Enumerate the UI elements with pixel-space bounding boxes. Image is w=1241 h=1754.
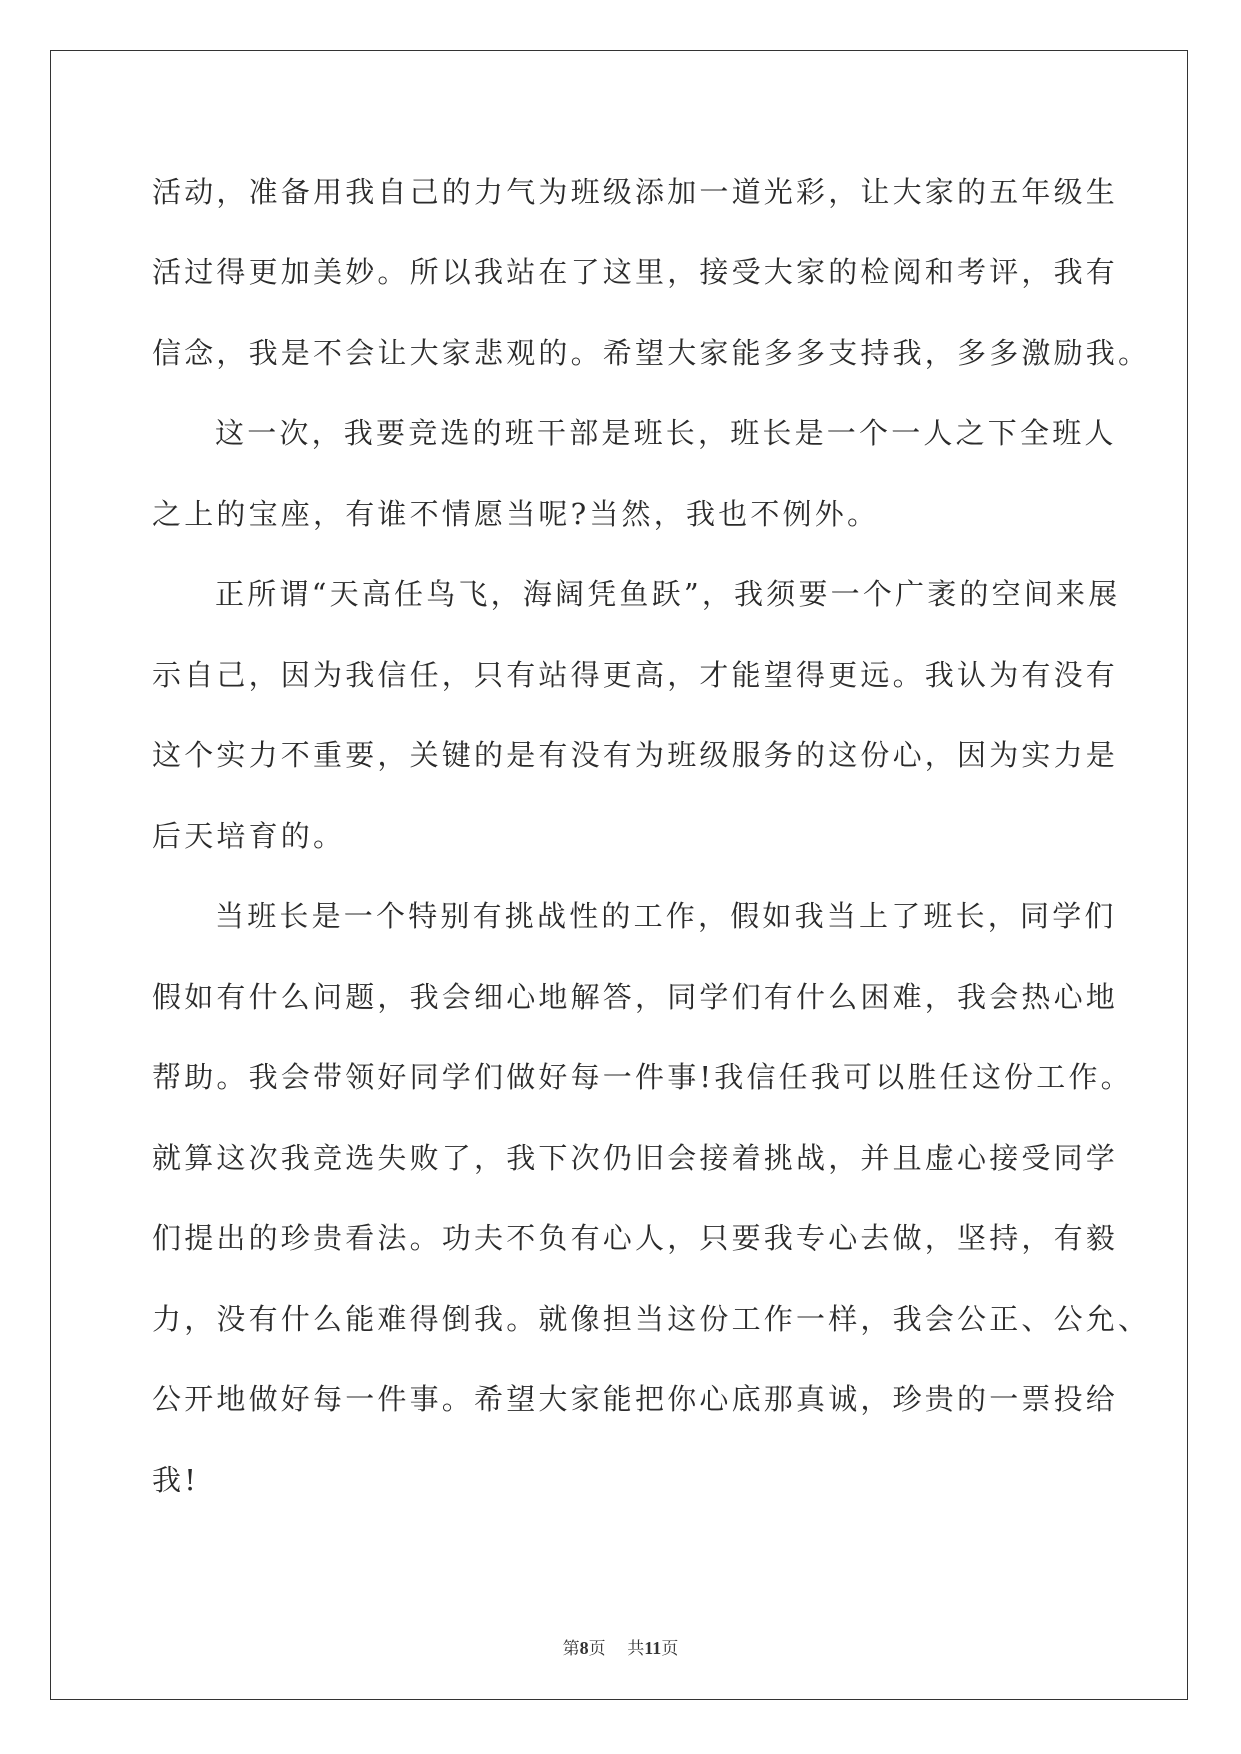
total-prefix: 共 [627,1639,645,1659]
text-line: 们提出的珍贵看法。功夫不负有心人，只要我专心去做，坚持，有毅 [152,1221,1119,1255]
total-pages: 11 [644,1638,662,1658]
text-line: 信念，我是不会让大家悲观的。希望大家能多多支持我，多多激励我。 [152,336,1151,370]
text-line: 就算这次我竞选失败了，我下次仍旧会接着挑战，并且虚心接受同学 [152,1141,1119,1175]
text-line: 帮助。我会带领好同学们做好每一件事!我信任我可以胜任这份工作。 [152,1060,1133,1094]
paragraph-start-line: 这一次，我要竞选的班干部是班长，班长是一个一人之下全班人 [215,416,1117,450]
page-footer [0,1636,1241,1661]
text-line: 示自己，因为我信任，只有站得更高，才能望得更远。我认为有没有 [152,658,1119,692]
page-suffix: 页 [588,1639,606,1659]
text-line: 力，没有什么能难得倒我。就像担当这份工作一样，我会公正、公允、 [152,1302,1151,1336]
page-prefix: 第 [562,1639,580,1659]
text-line: 假如有什么问题，我会细心地解答，同学们有什么困难，我会热心地 [152,980,1119,1014]
text-line: 之上的宝座，有谁不情愿当呢?当然，我也不例外。 [152,497,880,531]
paragraph-start-line: 正所谓“天高任鸟飞，海阔凭鱼跃”，我须要一个广袤的空间来展 [215,577,1121,611]
total-suffix: 页 [661,1639,679,1659]
paragraph-start-line: 当班长是一个特别有挑战性的工作，假如我当上了班长，同学们 [215,899,1117,933]
page-number: 8 [579,1638,589,1658]
text-line: 我! [152,1463,200,1497]
text-line: 公开地做好每一件事。希望大家能把你心底那真诚，珍贵的一票投给 [152,1382,1119,1416]
text-line: 后天培育的。 [152,819,346,853]
page-border [50,50,1188,1700]
text-line: 活过得更加美妙。所以我站在了这里，接受大家的检阅和考评，我有 [152,255,1119,289]
text-line: 这个实力不重要，关键的是有没有为班级服务的这份心，因为实力是 [152,738,1119,772]
text-line: 活动，准备用我自己的力气为班级添加一道光彩，让大家的五年级生 [152,175,1119,209]
